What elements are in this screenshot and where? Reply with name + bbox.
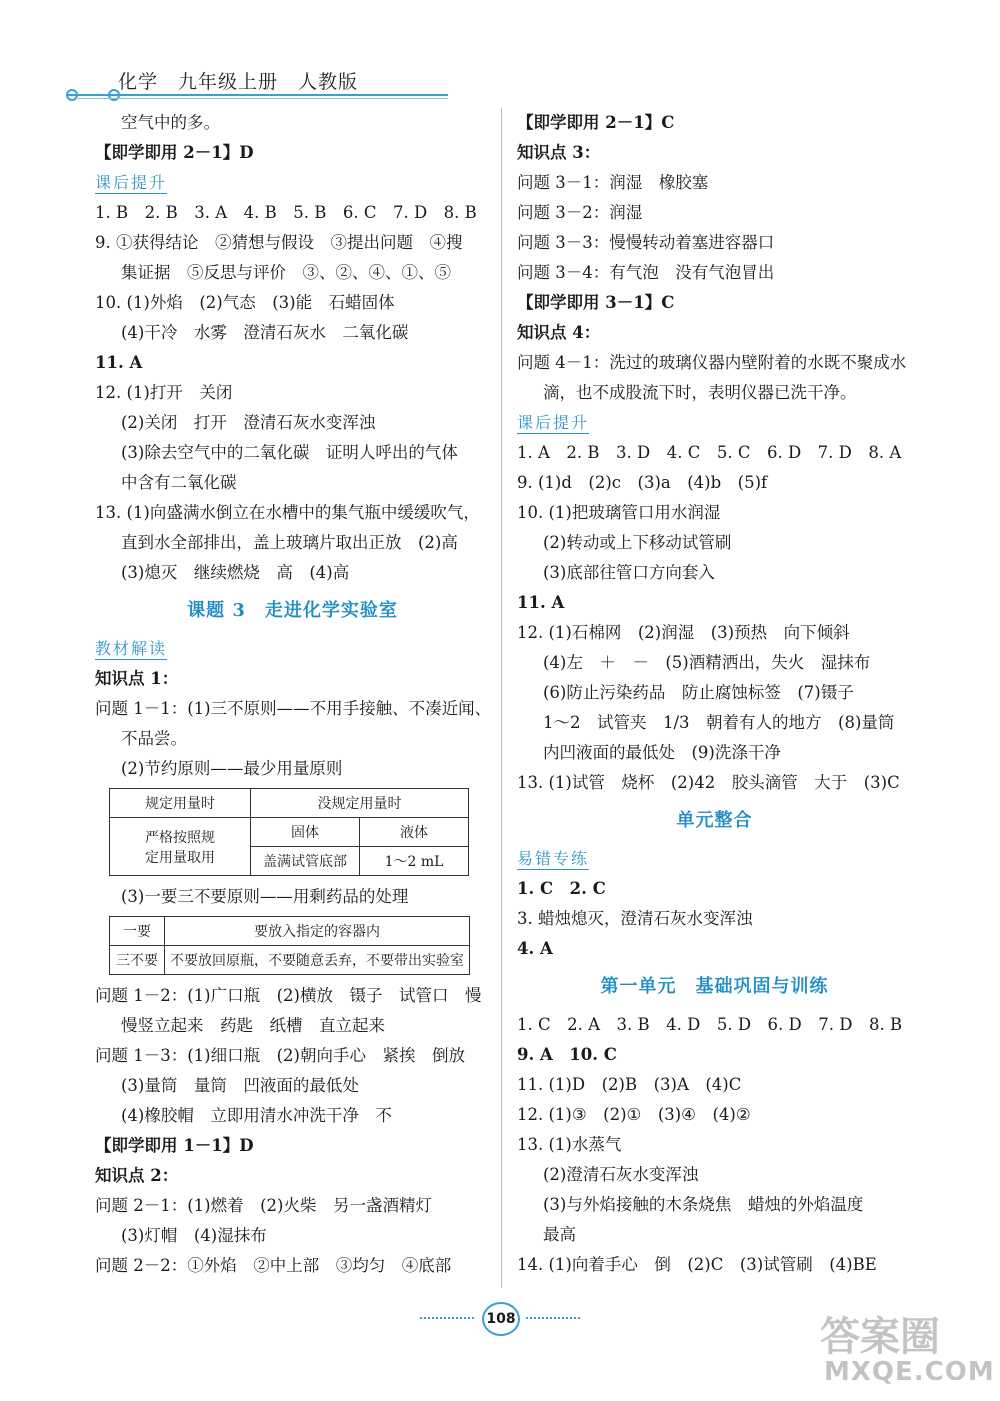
lesson-title: 课题 3 走进化学实验室: [187, 600, 398, 621]
table-cell: 固体: [251, 818, 360, 847]
answer-line: 【即学即用 3－1】C: [517, 293, 675, 312]
answer-line: 【即学即用 2－1】C: [517, 113, 675, 132]
answer-line: 问题 2－1：(1)燃着 (2)火柴 另一盏酒精灯: [95, 1196, 432, 1215]
answer-line: (2)转动或上下移动试管刷: [543, 533, 732, 552]
answer-line: 1. C 2. C: [517, 879, 606, 898]
answer-line: 1～2 试管夹 1/3 朝着有人的地方 (8)量筒: [543, 713, 895, 732]
answer-line: 9. ①获得结论 ②猜想与假设 ③提出问题 ④搜: [95, 233, 463, 252]
header-rule-thin: [78, 98, 448, 99]
answer-line: (3)一要三不要原则——用剩药品的处理: [121, 887, 409, 906]
section-label: [517, 408, 912, 438]
answer-line: 最高: [543, 1225, 576, 1244]
table-cell: 三不要: [110, 946, 165, 975]
table-cell-line: 定用量取用: [145, 849, 215, 866]
answer-line: (3)与外焰接触的木条烧焦 蜡烛的外焰温度: [543, 1195, 864, 1214]
right-column: [517, 108, 912, 1280]
section-label: [517, 844, 912, 874]
answer-line: (3)底部往管口方向套入: [543, 563, 715, 582]
header-title: 化学 九年级上册 人教版: [118, 71, 359, 93]
answer-line: (2)澄清石灰水变浑浊: [543, 1165, 699, 1184]
answer-line: 滴，也不成股流下时，表明仪器已洗干净。: [543, 383, 857, 402]
answer-line: 13. (1)试管 烧杯 (2)42 胶头滴管 大于 (3)C: [517, 773, 900, 792]
answer-line: (4)干冷 水雾 澄清石灰水 二氧化碳: [121, 323, 409, 342]
column-divider: [501, 108, 502, 1288]
section-label-text: 课后提升: [95, 173, 168, 192]
answer-line: 问题 2－2：①外焰 ②中上部 ③均匀 ④底部: [95, 1256, 452, 1275]
answer-line: 12. (1)③ (2)① (3)④ (4)②: [517, 1105, 751, 1124]
answer-line: 1. C 2. A 3. B 4. D 5. D 6. D 7. D 8. B: [517, 1015, 903, 1034]
table-cell-line: 严格按照规: [145, 829, 215, 846]
page-number: 108: [482, 1302, 520, 1336]
answer-line: 问题 1－3：(1)细口瓶 (2)朝向手心 紧挨 倒放: [95, 1046, 465, 1065]
answer-line: (3)除去空气中的二氧化碳 证明人呼出的气体: [121, 443, 458, 462]
answer-line: 12. (1)石棉网 (2)润湿 (3)预热 向下倾斜: [517, 623, 850, 642]
answer-line: 1. A 2. B 3. D 4. C 5. C 6. D 7. D 8. A: [517, 443, 902, 462]
page-header: [68, 64, 458, 108]
watermark-logo: [820, 1305, 995, 1395]
answer-line: 【即学即用 2－1】D: [95, 143, 254, 162]
answer-line: 9. (1)d (2)c (3)a (4)b (5)f: [517, 473, 768, 492]
answer-line: 3. 蜡烛熄灭，澄清石灰水变浑浊: [517, 909, 753, 928]
answer-line: (6)防止污染药品 防止腐蚀标签 (7)镊子: [543, 683, 854, 702]
table-header: 没规定用量时: [251, 789, 469, 818]
answer-line: 9. A 10. C: [517, 1045, 617, 1064]
answer-line: 13. (1)向盛满水倒立在水槽中的集气瓶中缓缓吹气，: [95, 503, 480, 522]
table-cell: 1～2 mL: [360, 847, 469, 876]
answer-line: (4)橡胶帽 立即用清水冲洗干净 不: [121, 1106, 392, 1125]
answer-line: 不品尝。: [121, 729, 187, 748]
answer-line: 集证据 ⑤反思与评价 ③、②、④、①、⑤: [121, 263, 451, 282]
answer-line: 11. A: [517, 593, 565, 612]
table-cell: 要放入指定的容器内: [165, 917, 470, 946]
table-cell: 液体: [360, 818, 469, 847]
table-cell: 盖满试管底部: [251, 847, 360, 876]
answer-line: (3)灯帽 (4)湿抹布: [121, 1226, 267, 1245]
section-label-text: 课后提升: [517, 413, 590, 432]
answer-line: 14. (1)向着手心 倒 (2)C (3)试管刷 (4)BE: [517, 1255, 877, 1274]
section-label-text: 易错专练: [517, 849, 590, 868]
watermark-text: 答案圈: [820, 1314, 940, 1360]
answer-line: (3)熄灭 继续燃烧 高 (4)高: [121, 563, 350, 582]
answer-line: 1. B 2. B 3. A 4. B 5. B 6. C 7. D 8. B: [95, 203, 477, 222]
answer-line: 知识点 4：: [517, 323, 601, 342]
answer-line: 12. (1)打开 关闭: [95, 383, 233, 402]
answer-line: 内凹液面的最低处 (9)洗涤干净: [543, 743, 781, 762]
answer-line: 问题 4－1：洗过的玻璃仪器内壁附着的水既不聚成水: [517, 353, 907, 372]
answer-line: 11. (1)D (2)B (3)A (4)C: [517, 1075, 742, 1094]
page-footer: [420, 1300, 580, 1336]
lesson-title: 第一单元 基础巩固与训练: [600, 976, 829, 997]
lesson-title: 单元整合: [676, 810, 753, 831]
answer-line: 空气中的多。: [121, 113, 220, 132]
answer-line: 知识点 3：: [517, 143, 601, 162]
answer-line: 中含有二氧化碳: [121, 473, 237, 492]
footer-dots: [526, 1317, 580, 1319]
answer-line: (3)量筒 量筒 凹液面的最低处: [121, 1076, 359, 1095]
table-header: 规定用量时: [110, 789, 251, 818]
answer-line: 问题 1－2：(1)广口瓶 (2)横放 镊子 试管口 慢: [95, 986, 482, 1005]
answer-line: 知识点 1：: [95, 669, 179, 688]
section-label-text: 教材解读: [95, 639, 168, 658]
answer-line: 问题 3－4：有气泡 没有气泡冒出: [517, 263, 775, 282]
answer-line: 慢竖立起来 药匙 纸槽 直立起来: [121, 1016, 385, 1035]
header-rule: [68, 94, 448, 96]
section-label: [95, 634, 490, 664]
answer-line: 问题 1－1：(1)三不原则——不用手接触、不凑近闻、: [95, 699, 492, 718]
table-cell: 一要: [110, 917, 165, 946]
answer-line: 13. (1)水蒸气: [517, 1135, 622, 1154]
usage-amount-table: [109, 788, 469, 876]
left-column: [95, 108, 490, 1281]
answer-line: 【即学即用 1－1】D: [95, 1136, 254, 1155]
answer-line: 4. A: [517, 939, 553, 958]
answer-line: (2)节约原则——最少用量原则: [121, 759, 343, 778]
watermark-url: MXQE.COM: [824, 1357, 995, 1387]
answer-line: 问题 3－1：润湿 橡胶塞: [517, 173, 709, 192]
answer-line: 10. (1)外焰 (2)气态 (3)能 石蜡固体: [95, 293, 395, 312]
section-label: [95, 168, 490, 198]
answer-line: (4)左 ＋ － (5)酒精洒出，失火 湿抹布: [543, 653, 871, 672]
answer-line: 10. (1)把玻璃管口用水润湿: [517, 503, 721, 522]
answer-line: 问题 3－3：慢慢转动着塞进容器口: [517, 233, 775, 252]
answer-line: (2)关闭 打开 澄清石灰水变浑浊: [121, 413, 376, 432]
table-cell: 不要放回原瓶，不要随意丢弃，不要带出实验室: [165, 946, 470, 975]
answer-line: 问题 3－2：润湿: [517, 203, 643, 222]
leftover-rule-table: [109, 916, 470, 975]
answer-line: 直到水全部排出，盖上玻璃片取出正放 (2)高: [121, 533, 458, 552]
table-cell: [110, 818, 251, 876]
answer-line: 11. A: [95, 353, 143, 372]
footer-dots: [420, 1317, 474, 1319]
answer-line: 知识点 2：: [95, 1166, 179, 1185]
